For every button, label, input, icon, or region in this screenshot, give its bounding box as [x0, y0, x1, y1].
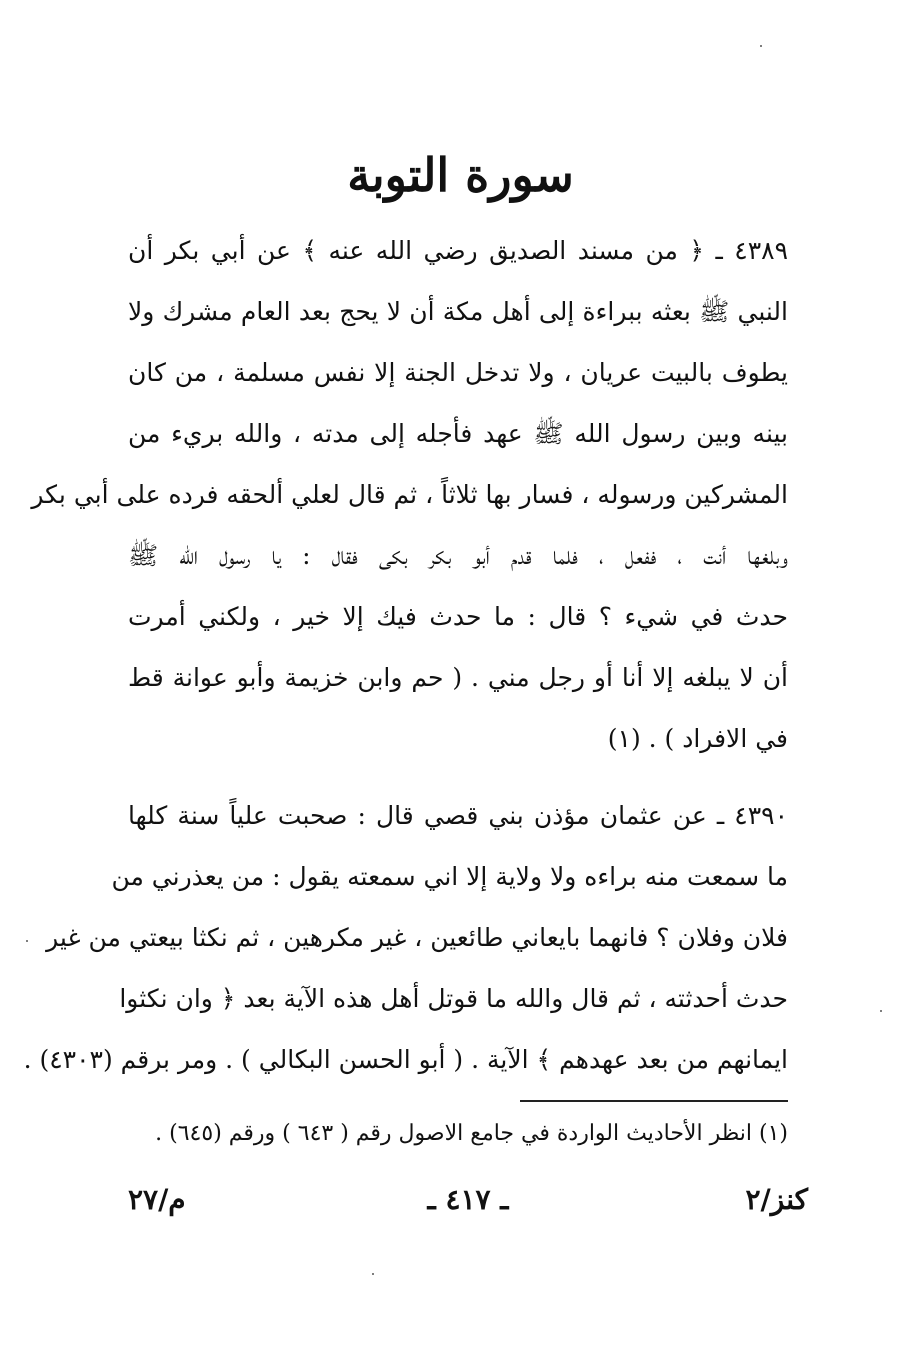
text-line: يطوف بالبيت عريان ، ولا تدخل الجنة إلا نفس مسلمة ، من كان — [128, 358, 788, 387]
text-line: حدث في شيء ؟ قال : ما حدث فيك إلا خير ، ولكني أمرت — [128, 602, 788, 631]
surah-title: سورة التوبة — [347, 148, 574, 202]
text-line: فلان وفلان ؟ فانهما بايعاني طائعين ، غير مكرهين ، ثم نكثا بيعتي من غير — [46, 923, 788, 952]
text-line: وبلغها أنت ، ففعل ، فلما قدم أبو بكر بكى فقال : يا رسول الله ﷺ — [128, 541, 788, 570]
footnote-divider — [520, 1100, 788, 1102]
scan-speck — [760, 45, 762, 47]
page-footer — [128, 1172, 808, 1228]
text-line: المشركين ورسوله ، فسار بها ثلاثاً ، ثم قال لعلي ألحقه فرده على أبي بكر — [31, 480, 788, 509]
text-line: ايمانهم من بعد عهدهم ﴾ الآية . ( أبو الحسن البكالي ) . ومر برقم (٤٣٠٣) . — [23, 1045, 788, 1074]
volume-marker: كنز/٢ — [745, 1183, 808, 1216]
text-line: بينه وبين رسول الله ﷺ عهد فأجله إلى مدته ، والله بريء من — [128, 419, 788, 448]
scan-speck — [26, 940, 28, 942]
hadith-4389 — [31, 220, 788, 769]
text-line: في الافراد ) . (١) — [607, 724, 788, 753]
scan-speck — [372, 1273, 374, 1275]
text-line: النبي ﷺ بعثه ببراءة إلى أهل مكة أن لا يحج بعد العام مشرك ولا — [128, 297, 788, 326]
text-line: ٤٣٨٩ ـ ﴿ من مسند الصديق رضي الله عنه ﴾ عن أبي بكر أن — [128, 236, 788, 265]
page-number: ـ ٤١٧ ـ — [427, 1183, 509, 1216]
footnote: (١) انظر الأحاديث الواردة في جامع الاصول رقم ( ٦٤٣ ) ورقم (٦٤٥) . — [155, 1121, 788, 1146]
scan-speck — [880, 1010, 882, 1012]
signature-marker: م/٢٧ — [128, 1183, 186, 1216]
text-line: حدث أحدثته ، ثم قال والله ما قوتل أهل هذه الآية بعد ﴿ وان نكثوا — [119, 984, 788, 1013]
text-line: أن لا يبلغه إلا أنا أو رجل مني . ( حم وابن خزيمة وأبو عوانة قط — [128, 663, 788, 692]
text-line: ما سمعت منه براءه ولا ولاية إلا اني سمعته يقول : من يعذرني من — [111, 862, 788, 891]
hadith-4390 — [23, 785, 788, 1090]
text-line: ٤٣٩٠ ـ عن عثمان مؤذن بني قصي قال : صحبت علياً سنة كلها — [128, 801, 788, 830]
